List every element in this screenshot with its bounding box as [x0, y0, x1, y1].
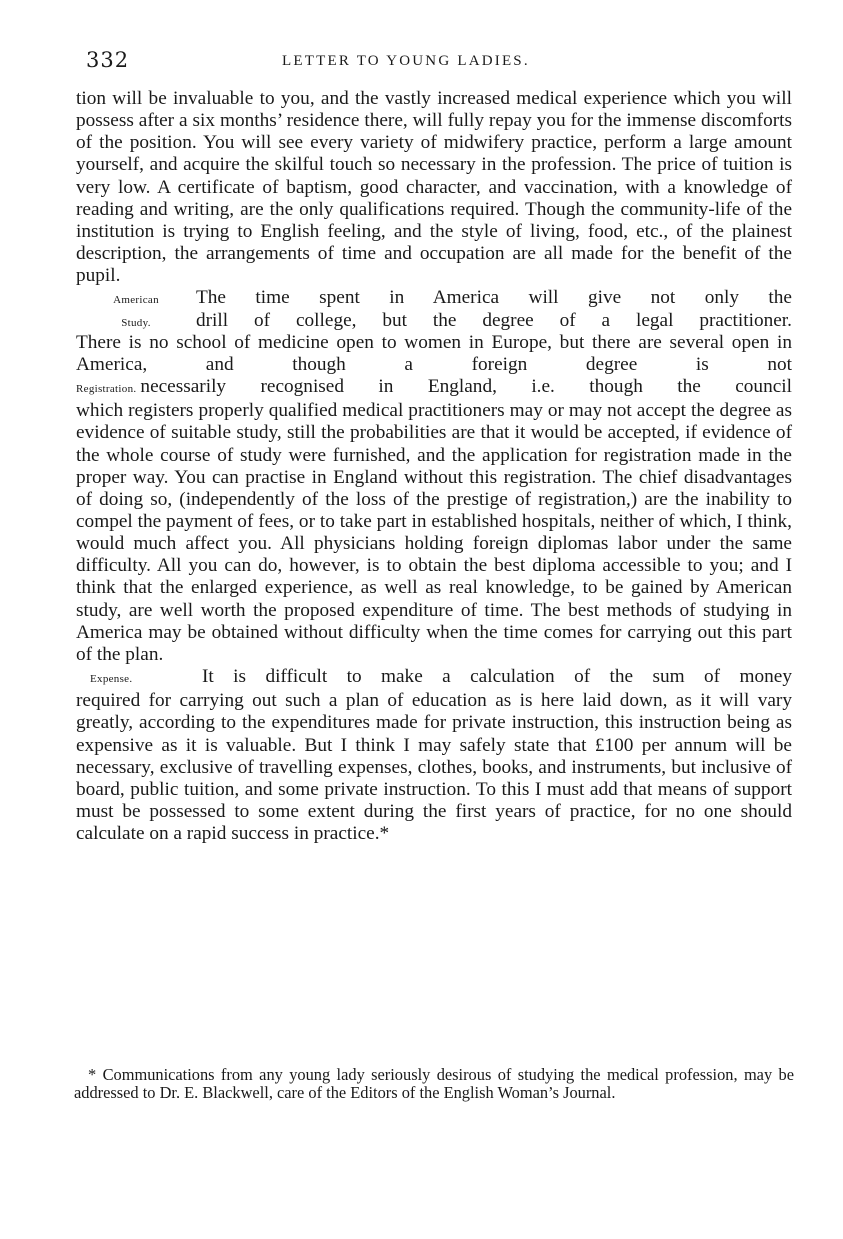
registration-line-text: necessarily recognised in England, i.e. though the council [140, 376, 792, 398]
expense-rest: required for carrying out such a plan of education as is here laid down, as it will vary greatly, according to the expenditures made for private instruction, this instruction being as expensive as it is valuable. But I think I may safely state that £100 per annum will be necessary, exclusive of travelling expenses, clothes, books, and instruments, but inclusive of board, public tuition, and some private instruction. To this I must add that means of support must be possessed to some extent during the first years of practice, for no one should calculate on a rapid success in practice.* [76, 690, 792, 845]
registration-line [76, 376, 792, 400]
expense-first-line [76, 666, 792, 690]
paragraph-midwifery-training: tion will be invaluable to you, and the vastly increased medical experience which you will possess after a six months’ residence there, will fully repay you for the immense discomforts of the position. You will see every variety of midwifery practice, perform a large amount yourself, and acquire the skilful touch so necessary in the profession. The price of tuition is very low. A certificate of baptism, good character, and vaccination, with a knowledge of reading and writing, are the only qualifications required. Though the community-life of the institution is trying to English feeling, and the style of living, food, etc., of the plainest description, the arrangements of time and occupation are all made for the benefit of the pupil. [76, 88, 792, 287]
american-study-first-line [76, 287, 792, 309]
running-title: LETTER TO YOUNG LADIES. [282, 53, 530, 69]
footnote [74, 1066, 794, 1102]
paragraph-american-study [76, 287, 792, 666]
page-header [86, 48, 796, 74]
sidenote-expense: Expense. [90, 673, 133, 686]
footnote-text: * Communications from any young lady seriously desirous of studying the medical profession, may be addressed to Dr. E. Blackwell, care of the Editors of the English Woman’s Journal. [74, 1065, 794, 1102]
american-study-second-line [76, 310, 792, 332]
sidenote-american-study [76, 295, 196, 306]
american-study-line-2: drill of college, but the degree of a legal practitioner. [196, 309, 792, 331]
sidenote-registration: Registration. [76, 383, 137, 396]
paragraph-expense [76, 666, 792, 845]
main-text [76, 88, 792, 845]
american-study-line-1: The time spent in America will give not only the [196, 287, 792, 309]
american-study-rest: which registers properly qualified medical practitioners may or may not accept the degree as evidence of suitable study, still the probabilities are that it would be accepted, if evidence of the whole course of study were furnished, and the application for registration made in the proper way. You can practise in England without this registration. The chief disadvantages of doing so, (independently of the loss of the prestige of registration,) are the inability to compel the payment of fees, or to take part in established hospitals, neither of which, I think, would much affect you. All physicians holding foreign diplomas labor under the same difficulty. All you can do, however, is to obtain the best diploma accessible to you; and I think that the enlarged experience, as well as real knowledge, to be gained by American study, are well worth the proposed expenditure of time. The best methods of studying in America may be obtained without difficulty when the time comes for carrying out this part of the plan. [76, 400, 792, 665]
sidenote-study-wrap [76, 318, 196, 329]
sidenote-study: Study. [121, 316, 151, 329]
sidenote-american: American [113, 294, 159, 307]
page-number: 332 [86, 48, 130, 72]
expense-line-1: It is difficult to make a calculation of the sum of money [202, 666, 792, 688]
american-study-mid: There is no school of medicine open to women in Europe, but there are several open in America, and though a foreign degree is not [76, 331, 792, 375]
